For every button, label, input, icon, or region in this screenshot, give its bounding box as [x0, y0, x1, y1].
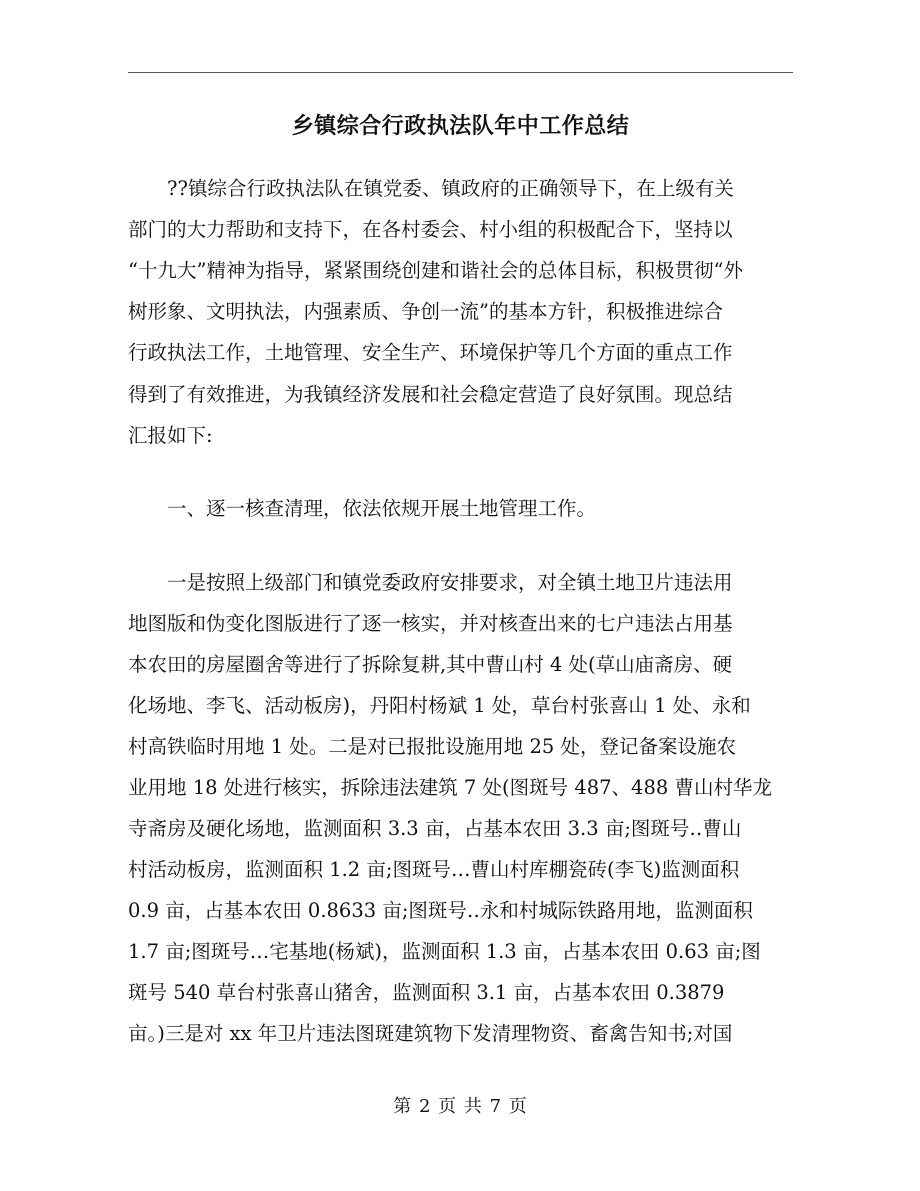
text-line: 业用地 18 处进行核实，拆除违法建筑 7 处(图斑号 487、488 曹山村华龙: [128, 776, 772, 799]
header-rule: [128, 72, 793, 73]
text-line: ??镇综合行政执法队在镇党委、镇政府的正确领导下，在上级有关: [128, 177, 734, 200]
text-line: 村活动板房，监测面积 1.2 亩;图斑号…曹山村库棚瓷砖(李飞)监测面积: [128, 858, 740, 881]
text-line: 一是按照上级部门和镇党委政府安排要求，对全镇土地卫片违法用: [128, 571, 733, 594]
text-line: 本农田的房屋圈舍等进行了拆除复耕,其中曹山村 4 处(草山庙斋房、硬: [128, 653, 733, 676]
text-line: 汇报如下:: [128, 424, 213, 447]
text-line: 斑号 540 草台村张喜山猪舍，监测面积 3.1 亩，占基本农田 0.3879: [128, 981, 725, 1004]
text-line: 化场地、李飞、活动板房)，丹阳村杨斌 1 处，草台村张喜山 1 处、永和: [128, 694, 751, 717]
text-line: 1.7 亩;图斑号…宅基地(杨斌)，监测面积 1.3 亩，占基本农田 0.63 亩;图: [128, 940, 761, 963]
text-line: 得到了有效推进，为我镇经济发展和社会稳定营造了良好氛围。现总结: [128, 383, 733, 406]
section-heading: 一、逐一核查清理，依法依规开展土地管理工作。: [128, 497, 597, 520]
text-line: 0.9 亩，占基本农田 0.8633 亩;图斑号‥永和村城际铁路用地，监测面积: [128, 899, 753, 922]
document-title: 乡镇综合行政执法队年中工作总结: [291, 114, 630, 139]
text-line: 地图版和伪变化图版进行了逐一核实，并对核查出来的七户违法占用基: [128, 612, 733, 635]
text-line: 行政执法工作，土地管理、安全生产、环境保护等几个方面的重点工作: [128, 341, 733, 364]
page-number-footer: 第 2 页 共 7 页: [393, 1096, 528, 1117]
text-line: “十九大”精神为指导，紧紧围绕创建和谐社会的总体目标，积极贯彻“外: [128, 259, 743, 282]
text-line: 寺斋房及硬化场地，监测面积 3.3 亩，占基本农田 3.3 亩;图斑号‥曹山: [128, 817, 742, 840]
text-line: 部门的大力帮助和支持下，在各村委会、村小组的积极配合下，坚持以: [128, 218, 733, 241]
text-line: 亩。)三是对 xx 年卫片违法图斑建筑物下发清理物资、畜禽告知书;对国: [128, 1022, 733, 1045]
text-line: 村高铁临时用地 1 处。二是对已报批设施用地 25 处，登记备案设施农: [128, 735, 737, 758]
text-line: 树形象、文明执法，内强素质、争创一流”的基本方针，积极推进综合: [128, 300, 723, 323]
